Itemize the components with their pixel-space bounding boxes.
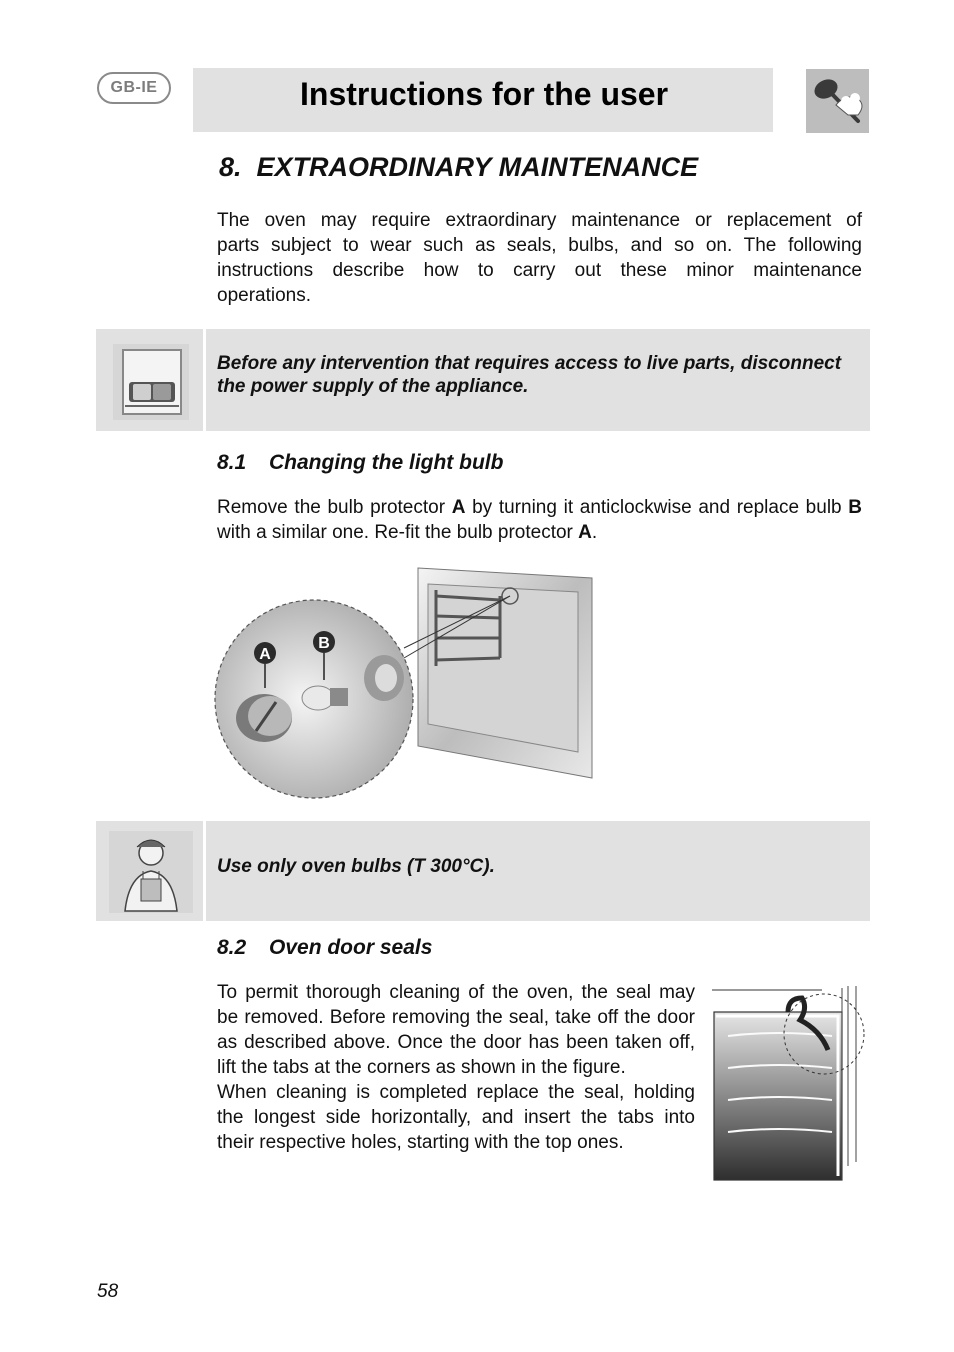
warning-callout xyxy=(96,329,870,431)
figure-label-a: A xyxy=(259,646,271,663)
bulb-replacement-figure xyxy=(214,566,594,800)
section-title xyxy=(219,152,698,183)
callout-icon-box xyxy=(96,329,206,431)
power-switch-icon xyxy=(113,344,189,425)
text-fragment: by turning it anticlockwise and replace bulb xyxy=(465,497,849,518)
region-badge: GB-IE xyxy=(97,72,171,104)
intro-paragraph xyxy=(217,208,862,308)
subsection-number: 8.2 xyxy=(217,936,247,959)
seal-text xyxy=(217,980,695,1155)
seal-paragraph: When cleaning is completed replace the seal, holding the longest side horizontally, and insert the tabs into their respective holes, starting with the top ones. xyxy=(217,1082,695,1153)
label-b: B xyxy=(848,497,863,518)
intro-line: operations. xyxy=(217,285,312,306)
bulb-paragraph xyxy=(217,495,862,545)
tip-callout xyxy=(96,821,870,921)
label-a: A xyxy=(578,522,592,543)
subsection-heading xyxy=(217,451,503,475)
intro-line: parts subject to wear such as seals, bulbs, and so on. The following xyxy=(217,235,862,256)
door-seal-figure xyxy=(710,982,868,1186)
subsection-title: Changing the light bulb xyxy=(269,451,504,474)
subsection-number: 8.1 xyxy=(217,451,247,474)
text-fragment: with a similar one. Re-fit the bulb protector xyxy=(217,522,579,543)
section-heading: EXTRAORDINARY MAINTENANCE xyxy=(256,152,699,182)
technician-icon xyxy=(109,831,193,918)
figure-label-b: B xyxy=(318,635,330,652)
section-number: 8. xyxy=(219,152,242,182)
warning-text: Before any intervention that requires access to live parts, disconnect the power supply of the appliance. xyxy=(217,353,842,397)
text-fragment: Remove the bulb protector xyxy=(217,497,452,518)
intro-line: The oven may require extraordinary maintenance or replacement of xyxy=(217,210,862,231)
page-number: 58 xyxy=(97,1281,119,1302)
tip-text: Use only oven bulbs (T 300°C). xyxy=(217,856,495,877)
text-fragment: . xyxy=(591,522,598,543)
seal-paragraph: To permit thorough cleaning of the oven, the seal may be removed. Before removing the seal, take off the door as described above. Once the door has been taken off, lift the tabs at the corners as shown in the figure. xyxy=(217,982,695,1078)
subsection-heading xyxy=(217,936,432,960)
page-title: Instructions for the user xyxy=(300,76,669,112)
chef-hat-spoon-icon xyxy=(806,69,869,133)
label-a: A xyxy=(451,497,466,518)
subsection-title: Oven door seals xyxy=(269,936,433,959)
intro-line: instructions describe how to carry out these minor maintenance xyxy=(217,260,862,281)
callout-icon-box xyxy=(96,821,206,921)
